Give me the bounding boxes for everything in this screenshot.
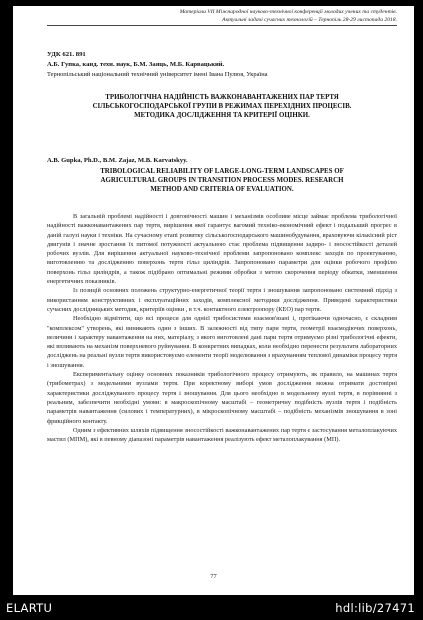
title-ua [47,93,397,120]
handle-label: hdl:lib/27471 [335,601,415,615]
body-paragraph: Одним з ефективних шляхів підвищення зносостійкості важконавантажених пар тертя є застосування металоплакуючих мастил (МПМ), які в певному діапазоні параметрів навантаження реалізують ефект металоплакування (МП). [47,426,397,444]
affiliation: Тернопільський національний технічний університет імені Івана Пулюя, Україна [47,71,268,78]
title-en-line: METHOD AND CRITERIA OF EVALUATION. [150,186,294,193]
title-ua-line: ТРИБОЛОГІЧНА НАДІЙНІСТЬ ВАЖКОНАВАНТАЖЕНИХ ПАР ТЕРТЯ [105,94,339,101]
title-en-line: TRIBOLOGICAL RELIABILITY OF LARGE-LONG-TERM LANDSCAPES OF [100,168,344,175]
body-paragraph: В загальній проблемі надійності і довговічності машин і механізмів особливе місце займає проблема трибологічної надійності важконавантажених пар тертя, вирішення якої гарантує вагомий техніко-економічний ефект і подальший прогрес в даній галузі науки і техніки. На сучасному етапі розвитку сільськогосподарського машинобудування, враховуючи кількісний ріст двигунів і значне зростання їх питомої потужності актуальною стає проблема підвищення задиро- і зносостійкості деталей робочих вузлів. Для вирішення актуальної науково-технічної проблеми запропоновано комплекс заходів по проектуванню, виготовленню та дослідженню поверхонь тертя гільз циліндрів. Запропоновано параметри для оцінки робочого профілю поверхонь гільз циліндрів, а також підібрано оптимальні режими обробки з метою скорочення періоду обкатки, зменшення енергетичних показників. [47,213,397,286]
authors-ua: А.Б. Гупка, канд. техн. наук, Б.М. Заяць, М.Б. Карвацький. [47,61,225,68]
document-page [13,6,414,595]
running-header-line-1: Матеріали VII Міжнародної науково-технічної конференції молодих учених та студентів. [179,9,397,15]
repository-label: ELARTU [6,601,53,615]
page-number: 77 [210,573,217,580]
title-ua-line: МЕТОДИКА ДОСЛІДЖЕННЯ ТА КРИТЕРІЇ ОЦІНКИ. [134,112,310,119]
header-rule [47,25,397,26]
running-header-line-2: Актуальні задачі сучасних технологій – Тернопіль 28-29 листопада 2018. [222,17,397,23]
body-paragraph: Із позицій основних положень структурно-енергетичної теорії тертя і зношування запропоновано системний підхід з використанням конструктивних і експлуатаційних заходів, комплексної методики дослідження. Приведені характеристики сучасних дослідницьких методик, критеріїв оцінки , в т.ч. контактного електроопору (КЕО) пар тертя. [47,287,397,313]
article-body [47,212,397,444]
authors-en: A.B. Gupka, Ph.D., B.M. Zajaz, M.B. Karvatskyy. [47,157,188,164]
title-en-line: AGRICULTURAL GROUPS IN TRANSITION PROCESS MODES. RESEARCH [100,177,344,184]
body-paragraph: Необхідно відмітити, що всі процеси для однієї трибосистеми взаємов'язані і, протікаючи одночасно, є складним "комплексом" утворень, які виникають один з інших. В залежності від типу пари тертя, геометрії взаємодіючих поверхонь, величини і характеру навантаження на них, матеріалу, з якого виготовлені дані пари тертя отримуємо різні трибологічні ефекти, які впливають на механізм поверхневого руйнування. В конкретних випадках, коли необхідно перенести результати лабораторних досліджень на реальні вузли тертя використовуємо елементи теорії моделювання з врахуванням теплової динаміки процесу тертя і зношування. [47,315,397,369]
udk-code: УДК 621. 891 [47,51,86,58]
body-paragraph: Експериментальну оцінку основних показників трибологічного процесу отримують, як правило, на машинах тертя (трибометрах) з модельними вузлами тертя. При коректному виборі умов дослідження можна отримати достовірні характеристики досліджуваного процесу тертя і зношування. Для цього необхідно в модельному вузлі тертя, в порівнянні з реальним, забезпечити необхідні умови: в макроскопічному масштабі – геометричну подібність вузлів тертя і подібність параметрів навантаження (силових і температурних), в мікроскопічному масштабі – подібність механізмів зношування в зоні фрикційного контакту. [47,371,397,425]
title-en [47,167,397,194]
title-ua-line: СІЛЬСЬКОГОСПОДАРСЬКОЇ ГРУПИ В РЕЖИМАХ ПЕРЕХІДНИХ ПРОЦЕСІВ. [92,103,352,110]
